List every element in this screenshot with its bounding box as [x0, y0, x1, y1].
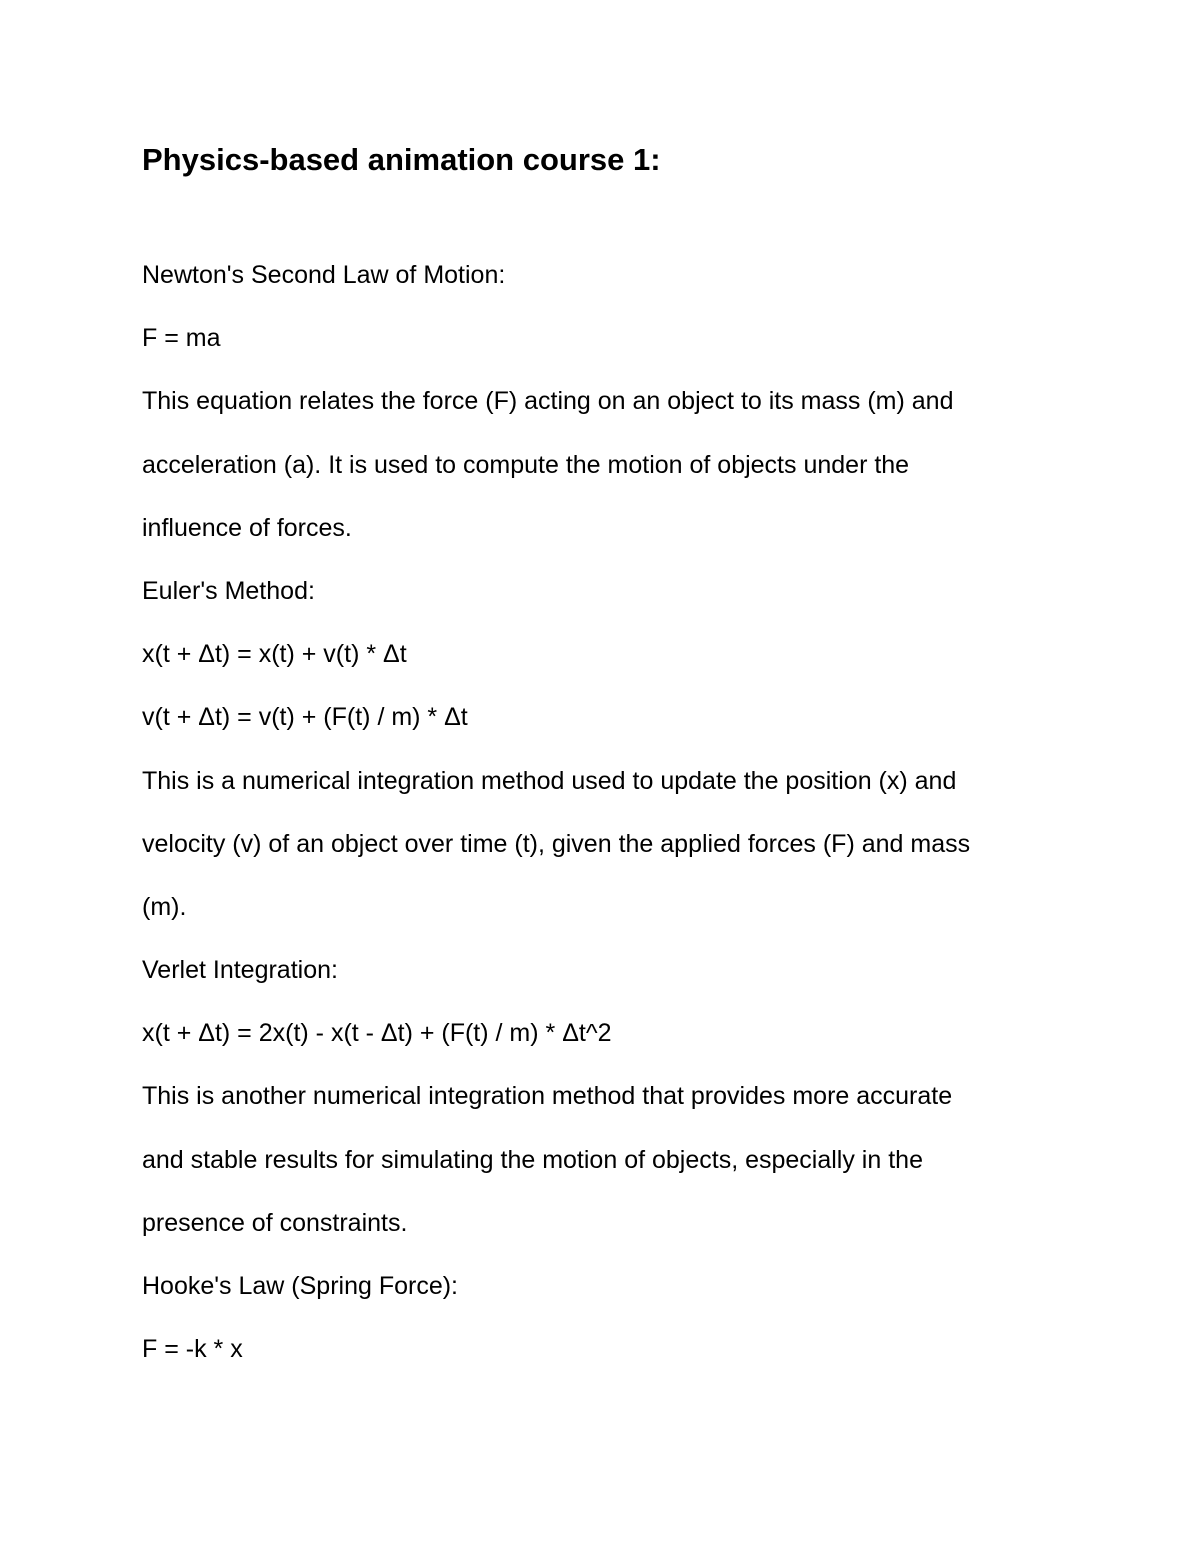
- heading-newtons-second-law: Newton's Second Law of Motion:: [142, 261, 506, 289]
- equation-hooke: F = -k * x: [142, 1335, 243, 1364]
- paragraph-line: This equation relates the force (F) acting on an object to its mass (m) and: [142, 387, 954, 416]
- paragraph-line: presence of constraints.: [142, 1208, 408, 1237]
- paragraph-line: (m).: [142, 892, 187, 921]
- equation-euler-velocity: v(t + Δt) = v(t) + (F(t) / m) * Δt: [142, 703, 468, 732]
- heading-verlet-integration: Verlet Integration:: [142, 956, 338, 985]
- paragraph-line: velocity (v) of an object over time (t), given the applied forces (F) and mass: [142, 829, 971, 858]
- heading-hookes-law: Hooke's Law (Spring Force):: [142, 1272, 459, 1300]
- page-title: Physics-based animation course 1:: [142, 142, 661, 177]
- heading-eulers-method: Euler's Method:: [142, 576, 315, 605]
- document-body: [142, 251, 1072, 1388]
- paragraph-line: This is a numerical integration method used to update the position (x) and: [142, 766, 957, 795]
- equation-newton: F = ma: [142, 324, 221, 353]
- equation-euler-position: x(t + Δt) = x(t) + v(t) * Δt: [142, 640, 407, 669]
- paragraph-line: and stable results for simulating the motion of objects, especially in the: [142, 1145, 923, 1174]
- equation-verlet: x(t + Δt) = 2x(t) - x(t - Δt) + (F(t) / m) * Δt^2: [142, 1019, 612, 1048]
- paragraph-line: acceleration (a). It is used to compute the motion of objects under the: [142, 450, 910, 479]
- paragraph-line: This is another numerical integration method that provides more accurate: [142, 1082, 953, 1111]
- paragraph-line: influence of forces.: [142, 513, 352, 542]
